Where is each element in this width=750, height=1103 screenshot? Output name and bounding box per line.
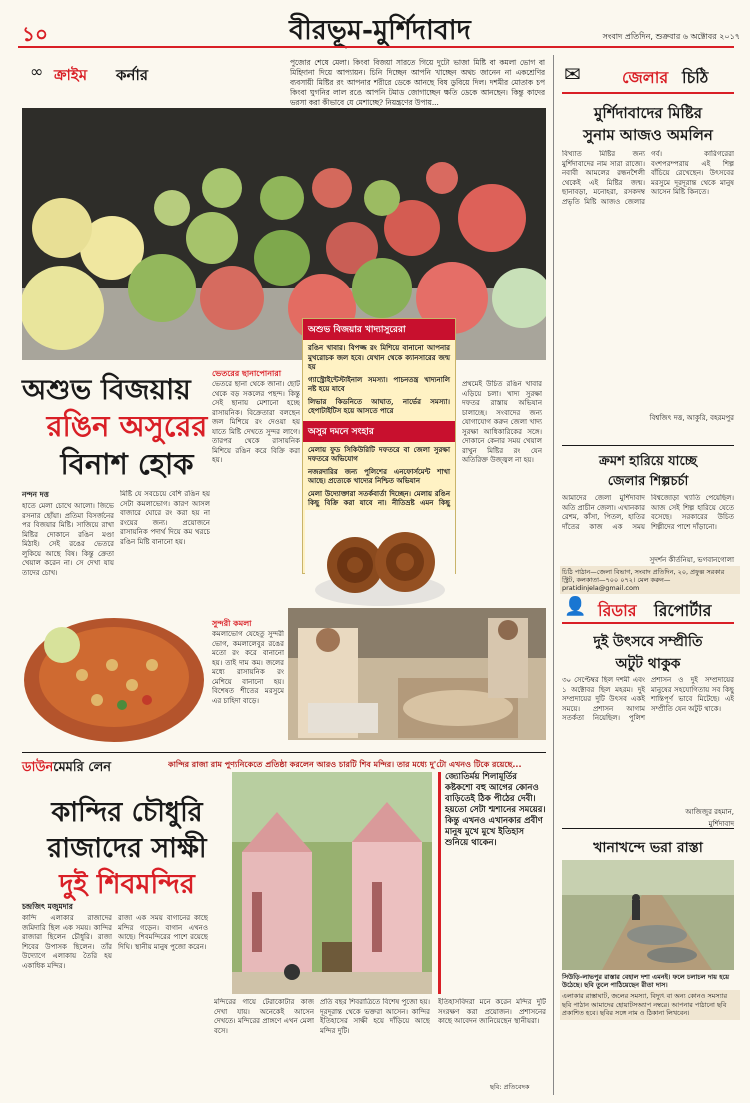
jelar-logo-red: জেলার (622, 68, 669, 87)
jelar-signature: বিশ্বজিৎ দত্ত, আকুরি, বহরমপুর (649, 414, 734, 422)
temple-col1: কান্দি এলাকার রাজাদের জমিদারি ছিল এক সময়। কান্দির রাজারা ছিলেন চৌধুরি। রাজা শিবের উপাসক ছিলেন। তাঁর উদ্যোগে এলাকায় তৈরি হয় একাধিক মন্দির। (22, 914, 112, 970)
jelar-chithi-logo (562, 60, 734, 90)
handcuff-icon: ∞ (30, 62, 44, 81)
shilpo-text: আমাদের জেলা মুর্শিদাবাদ অতি প্রাচীন জেলা। এখানকার রেশম, কাঁসা, পিতল, হাতির দাঁতের কাজ এক সময় বিশ্বজোড়া খ্যাতি পেয়েছিল। আজ সেই শিল্প হারিয়ে যেতে বসেছে। সরকারের উচিত শিল্পীদের পাশে দাঁড়ানো। (562, 494, 734, 531)
food-sidebar-item-2: গ্যাস্ট্রোইন্টেস্টাইনাল সমস্যা। পাচনতন্ত্র খাদ্যনালি নষ্ট হয়ে যাবে (308, 374, 450, 393)
reader-logo-red: রিডার (598, 601, 637, 620)
masthead-rule (18, 46, 734, 48)
reader-logo-black: রিপোর্টার (654, 601, 712, 620)
down-memory-logo (22, 756, 162, 776)
chithi-address: চিঠি পাঠান—জেলা বিভাগ, সংবাদ প্রতিদিন, ২০, প্রফুল্ল সরকার স্ট্রিট, কলকাতা—৭০০ ০৭২। মেল করুন—pratidinjela@gmail.com (560, 566, 740, 594)
letter-icon: ✉ (564, 62, 581, 86)
story1-col1: হাতে মেলা চোখে আলো। জিভে রসনার ছোঁয়া। প্রতিমা বিসর্জনের পর বিজয়ার মিষ্টি। সাজিয়ে রাখা মিষ্টির দোকানে রঙিন মণ্ডা মিঠাই। সেই রঙের ভেতরে লুকিয়ে আছে বিষ। কিন্তু ক্রেতা খেয়াল করেন না। সে দেখা যায় তাদের চোখ। (22, 502, 114, 577)
jelar-headline-1: মুর্শিদাবাদের মিষ্টির (594, 104, 702, 122)
right-column-divider (553, 55, 554, 1095)
khana-headline: খানাখন্দে ভরা রাস্তা (593, 840, 703, 856)
temple-headline-2: রাজাদের সাক্ষী (47, 833, 207, 864)
reader-reporter-logo (562, 594, 734, 620)
headline-1-line2: রঙিন অসুরের (46, 409, 208, 443)
jalebi-photo (305, 510, 455, 610)
jelar-logo-black: চিঠি (682, 68, 709, 87)
temple-col4: প্রতি বছর শিবরাত্রিতে বিশেষ পুজো হয়। দূরদূরান্ত থেকে ভক্তরা আসেন। কান্দির ইতিহাসের সাক্ষী হয়ে দাঁড়িয়ে আছে মন্দির দুটি। (320, 998, 430, 1035)
temple-quote (438, 772, 546, 994)
shilpo-signature: সুদর্শন কীর্তনিয়া, ভগবানগোলা (649, 556, 734, 564)
story1-col4: প্রথমেই উচিত রঙিন খাবার এড়িয়ে চলা। খাদ্য সুরক্ষা দফতর রাস্তায় অভিযান চালাচ্ছে। সংবাদের জন্য যোগাযোগ করুন জেলা খাদ্য সুরক্ষা আধিকারিকের সঙ্গে। দোকানে কেনার সময় খেয়াল রাখুন মিষ্টির রং যেন অতিরিক্ত উজ্জ্বল না হয়। (462, 380, 542, 464)
logo-black-part: কর্নার (116, 66, 149, 84)
reporter-icon: 👤 (564, 596, 587, 617)
food-sidebar-subtitle: অসুর দমনে সংহার (303, 421, 455, 442)
sundori-label: সুন্দরী কমলা (212, 619, 252, 628)
jelar-rule (562, 92, 734, 94)
reader-text: ৩০ সেপ্টেম্বর ছিল দশমী এবং ১ অক্টোবর ছিল মহরম। দুই সম্প্রদায়ের দুটি উৎসব একই সময়ে। প্রশাসন আগাম সতর্কতা নিয়েছিল। পুলিশ প্রশাসন ও দুই সম্প্রদায়ের মানুষের সহযোগিতায় সব কিছু শান্তিপূর্ণ ভাবে মিটেছে। এই সম্প্রীতি যেন অটুট থাকে। (562, 676, 734, 722)
sweet-shop-photo (288, 608, 546, 740)
down-memory-top-rule (22, 752, 546, 753)
food-sidebar-remedy-3: মেলা উদ্যোক্তারা সতর্কবার্তা দিচ্ছেন। মেলায় রঙিন কিছু বিক্রি করা যাবে না। নীতিভ্রষ্ট এমন কিছু (308, 488, 450, 507)
shilpo-headline-1: ক্রমশ হারিয়ে যাচ্ছে (599, 454, 697, 469)
logo-red-part: ক্রাইম (54, 66, 88, 84)
khana-caption: সিউড়ি-লাভপুর রাস্তার বেহাল দশা এমনই। ফলে চলাচল দায় হয়ে উঠেছে। ছবি তুলে পাঠিয়েছেন রীতা দাস। (562, 973, 730, 989)
sweets-image (22, 108, 546, 360)
crime-corner-intro: পুজোর শেষে মেলা। কিংবা বিজয়া সারতে গিয়ে দুটো ভাজা মিষ্টি বা কমলা ভোগ বা মিহিদানা দিয়ে আপ্যায়ন। চিনি দিচ্ছেন আপনি খাচ্ছেন অথচ জানেন না একশ্রেণির ব্যবসায়ী মিষ্টির রং আপনার শরীরে ডেকে আনছে বিষ ডুবিয়ে দিল। দশমীর মোতাক চপ কিংবা ঘুগনির লাল রঙে আপনি টমাড জোগাচ্ছেন ক্ষতি ডেকে আনছেন। কিন্তু কাদের ভরসা করা কীভাবে যে মেশাচ্ছে? নিয়ন্ত্রণের উপায়... (290, 58, 545, 107)
sweets-photo (22, 108, 546, 360)
story1-col3-title: ভেতরের ছানাপোনারা (212, 369, 282, 378)
road-image (562, 860, 734, 970)
masthead (0, 0, 750, 50)
story1-byline: নন্দন দত্ত (22, 490, 49, 499)
food-sidebar-remedy-1: মেলায় ফুড সিকিউরিটি দফতরে বা জেলা সুরক্ষা দফতরে অভিযোগ (308, 444, 450, 463)
shilpo-rule (562, 445, 734, 446)
reader-signature: আজিজুর রহমান, মুর্শিদাবাদ (685, 808, 734, 828)
temple-headline-1: কান্দির চৌধুরি (51, 797, 203, 828)
quote-text: জ্যোতির্ময় শিলামূর্তির কষ্টকশো বহু আগের কোনও বাড়িতেই ঠিক পীঠের দেবী। হয়তো সেটা শ্মশানের সময়ের। কিন্তু এখনও এখানকার প্রবীণ মানুষ মুখে মুখে ইতিহাস শুনিয়ে থাকেন। (445, 772, 546, 848)
reader-rule (562, 622, 734, 624)
reader-headline-1: দুই উৎসবে সম্প্রীতি (593, 634, 703, 650)
sundori-text: কমলাভোগ যেহেতু সুন্দরী ভোগ, কমলালেবুর রঙের মতো রং করে বানানো হয়। তাই দাম কম। জলের মধ্যে রাসায়নিক রং মেশিয়ে বানানো হয়। বিশেষত শীতের মরসুমে এর চাহিদা বাড়ে। (212, 630, 284, 705)
reader-headline-2: অটুট থাকুক (615, 656, 681, 672)
down-logo-red: ডাউন (22, 760, 54, 775)
khana-footer: এলাকার রাস্তাঘাট, জলের সমস্যা, বিদ্যুৎ বা অন্য কোনও সমস্যার ছবি পাঠান আমাদের হোয়াটসঅ্যাপ নম্বরে। আপনার পাঠানো ছবি প্রকাশিত হবে। ছবির সঙ্গে নাম ও ঠিকানা লিখবেন। (560, 990, 740, 1020)
jalebi-image (305, 510, 455, 610)
headline-1-line3: বিনাশ হোক (60, 447, 194, 481)
headline-1-line1: অশুভ বিজয়ায় (22, 373, 191, 406)
jelar-text: বিখ্যাত মিষ্টির জন্য মুর্শিদাবাদের নাম সারা রাজ্যে। নবাবী আমলের রন্ধনশৈলী থেকেই এই মিষ্টির জন্ম। ছানাবড়া, মনোহরা, রসকদম্ব প্রভৃতি মিষ্টি আজও জেলার গর্ব। কারিগরেরা বংশপরম্পরায় এই শিল্প বাঁচিয়ে রেখেছেন। উৎসবের মরসুমে দূরদূরান্ত থেকে মানুষ আসেন মিষ্টি কিনতে। (562, 150, 734, 206)
sweet-shop-image (288, 608, 546, 740)
food-sidebar-title: অশুভ বিজয়ার খাদ্যাসুরেরা (303, 319, 455, 340)
road-photo (562, 860, 734, 970)
shilpo-headline-2: জেলার শিল্পচর্চা (607, 474, 689, 489)
jelar-headline-2: সুনাম আজও অমলিন (583, 126, 713, 144)
temple-col2: রাজা এক সময় বাগানের কাছে মন্দির গড়েন। বাগান এখনও আছে। শিবমন্দিরের পাশে রয়েছে দিঘি। স্থানীয় মানুষ পুজো করেন। (118, 914, 208, 951)
dateline: সংবাদ প্রতিদিন, শুক্রবার ৬ অক্টোবর ২০১৭ (602, 32, 740, 41)
story1-col2: মিষ্টি যে সবচেয়ে বেশি রঙিন হয় সেটা কমলাভোগ। কারণ আসল বাজারে ঘোরে রং করা হয় না রংয়ের জন্য। প্রয়োজনে রাসায়নিক পদার্থ দিয়ে কম খরচে রঙিন মিষ্টি বানানো হয়। (120, 490, 210, 546)
food-sidebar-remedy-2: নজরদারির জন্য পুলিশের এনফোর্সমেন্ট শাখা আছে। প্রত্যেকে খাদ্যের নিশ্চিত অভিযান (308, 466, 450, 485)
section-title: বীরভূম-মুর্শিদাবাদ (289, 15, 471, 46)
story1-col3: ভেতরে ছানা থেকে জানা। ছোট থেকে বড় সকলের পছন্দ। কিন্তু সেই ছানায় মেশানো হচ্ছে রাসায়নিক। বিক্রেতারা বলছেন জল মিশিয়ে রং দেওয়া হয় যাতে মিষ্টি দেখতে সুন্দর লাগে। তারপর থেকে রাসায়নিক মিশিয়ে রঙিন করে বিক্রি করা হয়। (212, 380, 300, 464)
temple-byline: চন্দ্রজিৎ মজুমদার (22, 902, 73, 911)
food-sidebar-item-1: রঙিন খাবার। বিপজ্জ রং মিশিয়ে বানানো আপনার মুখরোচক জল হবে। যেখান থেকে ক্যানসারের জন্ম হয় (308, 343, 450, 371)
food-sidebar-item-3: লিভার কিডনিতে আঘাত, নার্ভের সমস্যা। হেপাটাইটিস হয়ে আসতে পারে (308, 396, 450, 415)
khana-rule (562, 828, 734, 829)
temple-credit: ছবি: প্রতিবেদক (490, 1083, 530, 1091)
crime-corner-logo (30, 60, 190, 86)
down-logo-black: মেমরি লেন (53, 760, 112, 775)
temple-col5: ইতিহাসবিদরা মনে করেন মন্দির দুটি সংরক্ষণ করা প্রয়োজন। প্রশাসনের কাছে আবেদন জানিয়েছেন স্থানীয়রা। (438, 998, 546, 1025)
temple-image (232, 772, 432, 994)
page-number: ১০ (22, 22, 48, 46)
temple-photo (232, 772, 432, 994)
food-plate-image (22, 605, 207, 745)
down-memory-lead: কান্দির রাজা রাম পুণ্যনিকেতে প্রতিষ্ঠা করলেন আরও চারটি শিব মন্দির। তার মধ্যে দু'টো এখনও টিকে রয়েছে... (168, 760, 522, 769)
food-plate-photo (22, 605, 207, 745)
temple-col3: মন্দিরের গায়ে টেরাকোটার কাজ দেখা যায়। অনেকেই আসেন দেখতে। মন্দিরের প্রাঙ্গণে এখন মেলা বসে। (214, 998, 314, 1035)
temple-headline-3: দুই শিবমন্দির (59, 869, 195, 900)
